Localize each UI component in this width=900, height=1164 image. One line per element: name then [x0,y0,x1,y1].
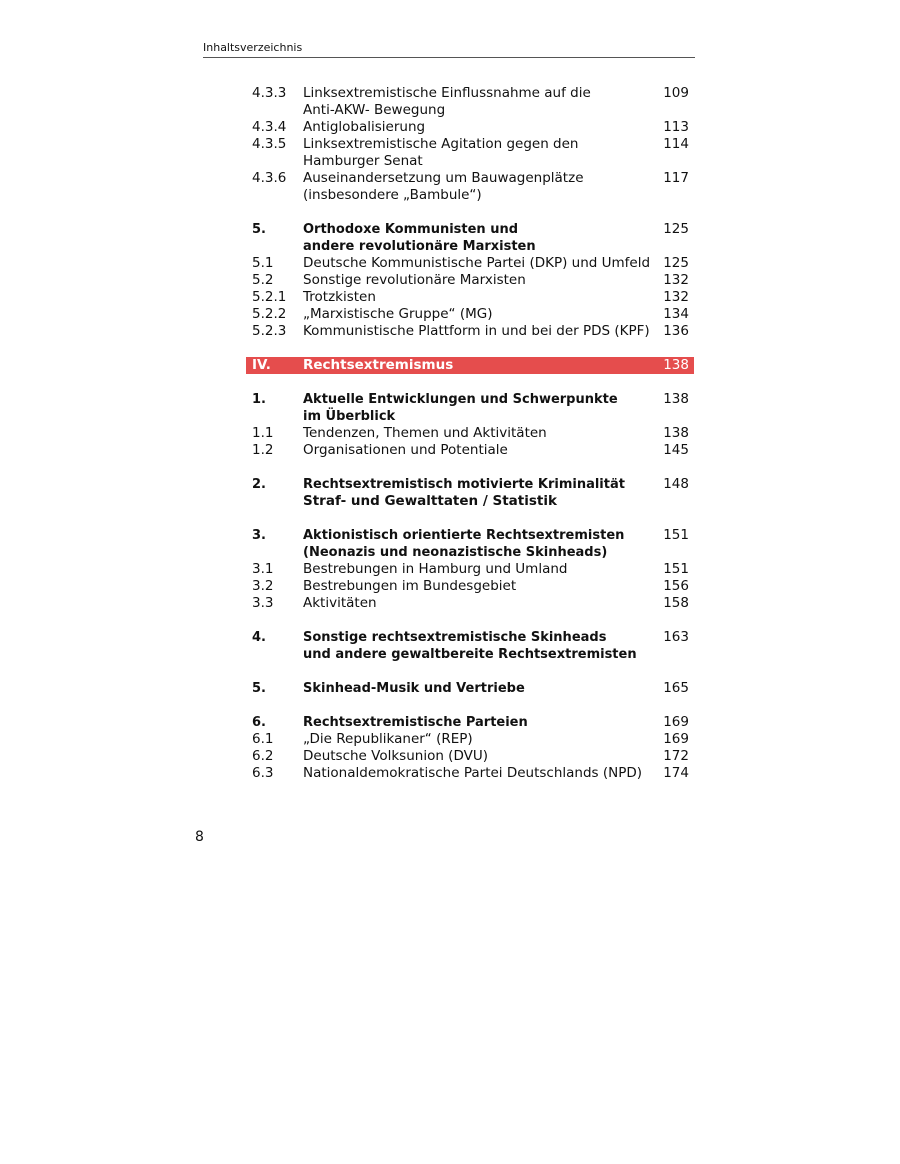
toc-title: Kommunistische Plattform in und bei der PDS (KPF) [303,323,650,339]
toc-page: 132 [663,289,689,305]
toc-entry[interactable] [246,323,694,340]
toc-title: Antiglobalisierung [303,119,426,135]
toc-number: 1.2 [252,442,274,458]
toc-number: 5.1 [252,255,274,271]
toc-section-heading[interactable] [246,714,694,731]
toc-entry[interactable] [246,578,694,595]
spacer [246,697,694,714]
toc-number: 5.2 [252,272,274,288]
toc-title: Bestrebungen im Bundesgebiet [303,578,517,594]
toc-number: 5.2.2 [252,306,287,322]
toc-page: 138 [663,357,689,373]
toc-entry[interactable] [246,731,694,748]
header-title: Inhaltsverzeichnis [203,41,303,54]
toc-page: 138 [663,391,689,407]
toc-number: 4.3.4 [252,119,287,135]
toc-title: „Die Republikaner“ (REP) [303,731,473,747]
spacer [246,374,694,391]
toc-page: 113 [663,119,689,135]
toc-title: Aktionistisch orientierte Rechtsextremisten [303,528,625,543]
toc-entry[interactable] [246,289,694,306]
spacer [246,459,694,476]
toc-number: 6. [252,715,266,730]
toc-title-continued: Hamburger Senat [303,153,423,169]
toc-page: 125 [663,255,689,271]
toc-title: Linksextremistische Agitation gegen den [303,136,579,152]
toc-title: Trotzkisten [303,289,376,305]
toc-title-continued: andere revolutionäre Marxisten [303,239,536,254]
toc-title: Nationaldemokratische Partei Deutschlands (NPD) [303,765,643,781]
toc-number: 6.2 [252,748,274,764]
toc-title: Rechtsextremistisch motivierte Kriminalität [303,477,625,492]
toc-number: 1.1 [252,425,274,441]
toc-entry[interactable] [246,119,694,136]
toc-number: 3.3 [252,595,274,611]
toc-entry[interactable] [246,272,694,289]
toc-title: Organisationen und Potentiale [303,442,508,458]
toc-chapter-highlight[interactable] [246,357,694,374]
toc-entry[interactable] [246,561,694,578]
toc-page: 148 [663,476,689,492]
toc-title: Deutsche Kommunistische Partei (DKP) und Umfeld [303,255,651,271]
toc-page: 134 [663,306,689,322]
toc-title-continued: und andere gewaltbereite Rechtsextremisten [303,647,637,662]
toc-title: Orthodoxe Kommunisten und [303,222,519,237]
toc-page: 117 [663,170,689,186]
toc-title-continued: (insbesondere „Bambule“) [303,187,482,203]
toc-page: 109 [663,85,689,101]
page-header [203,41,695,58]
toc-number: 4.3.6 [252,170,287,186]
toc-title: Aktuelle Entwicklungen und Schwerpunkte [303,392,618,407]
toc-entry[interactable] [246,136,694,170]
toc-number: 3.2 [252,578,274,594]
toc-page: 163 [663,629,689,645]
spacer [246,612,694,629]
toc-page: 158 [663,595,689,611]
toc-number: 3.1 [252,561,274,577]
toc-page: 156 [663,578,689,594]
toc-title: Tendenzen, Themen und Aktivitäten [303,425,547,441]
spacer [246,663,694,680]
toc-number: 4.3.5 [252,136,287,152]
toc-title: Auseinandersetzung um Bauwagenplätze [303,170,584,186]
toc-number: 4. [252,630,266,645]
toc-entry[interactable] [246,170,694,204]
toc-entry[interactable] [246,765,694,782]
toc-number: 1. [252,392,266,407]
toc-title-continued: Straf- und Gewalttaten / Statistik [303,493,557,509]
toc-section-heading[interactable] [246,476,694,510]
toc-title: Aktivitäten [303,595,377,611]
toc-number: 5.2.3 [252,323,287,339]
toc-entry[interactable] [246,595,694,612]
toc-title-continued: im Überblick [303,409,396,424]
toc-title: „Marxistische Gruppe“ (MG) [303,306,493,322]
toc-page: 132 [663,272,689,288]
toc-title-continued: Anti-AKW- Bewegung [303,102,446,118]
toc-page: 151 [663,527,689,543]
toc-entry[interactable] [246,748,694,765]
spacer [246,510,694,527]
toc-number: 5.2.1 [252,289,287,305]
toc-number: 6.1 [252,731,274,747]
spacer [246,340,694,357]
toc-section-heading[interactable] [246,680,694,697]
toc-page: 138 [663,425,689,441]
toc-title: Deutsche Volksunion (DVU) [303,748,488,764]
toc-number: 5. [252,222,266,237]
toc-page: 125 [663,221,689,237]
toc-page: 174 [663,765,689,781]
toc-page: 145 [663,442,689,458]
toc-page: 151 [663,561,689,577]
toc-title: Sonstige revolutionäre Marxisten [303,272,526,288]
spacer [246,204,694,221]
toc-entry[interactable] [246,442,694,459]
toc-number: 6.3 [252,765,274,781]
toc-number: 4.3.3 [252,85,287,101]
toc-page: 169 [663,714,689,730]
toc-title: Linksextremistische Einflussnahme auf die [303,85,591,101]
toc-page: 136 [663,323,689,339]
toc-page: 169 [663,731,689,747]
toc-title: Skinhead-Musik und Vertriebe [303,681,525,696]
toc-entry[interactable] [246,425,694,442]
toc-title: Rechtsextremistische Parteien [303,715,528,730]
toc-entry[interactable] [246,255,694,272]
toc-page: 172 [663,748,689,764]
toc-title-continued: (Neonazis und neonazistische Skinheads) [303,545,608,560]
toc-section-heading[interactable] [246,527,694,561]
toc-title: Bestrebungen in Hamburg und Umland [303,561,568,577]
toc-number: 2. [252,477,266,492]
table-of-contents [246,85,694,782]
toc-entry[interactable] [246,306,694,323]
toc-number: 3. [252,528,266,543]
toc-section-heading[interactable] [246,629,694,663]
toc-section-heading[interactable] [246,391,694,425]
toc-title: Rechtsextremismus [303,357,454,373]
toc-entry[interactable] [246,85,694,119]
page-number: 8 [195,829,204,845]
toc-number: 5. [252,681,266,696]
toc-section-heading[interactable] [246,221,694,255]
toc-number: IV. [252,357,271,373]
toc-page: 165 [663,680,689,696]
toc-title: Sonstige rechtsextremistische Skinheads [303,630,607,645]
toc-page: 114 [663,136,689,152]
